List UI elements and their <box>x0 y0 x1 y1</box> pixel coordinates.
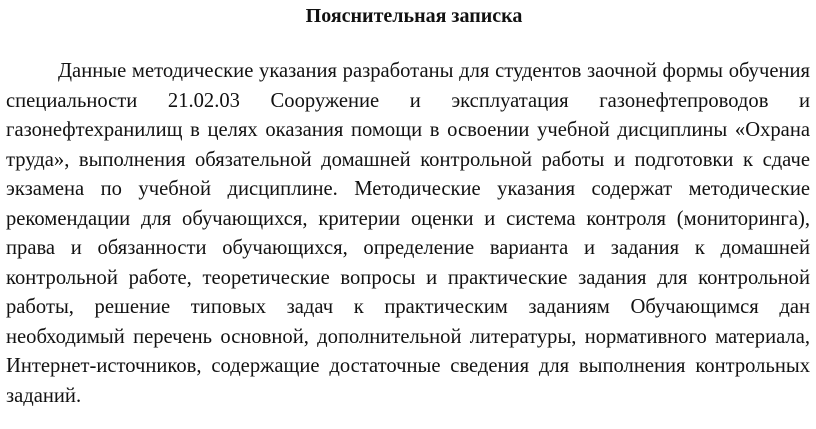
explanatory-note-paragraph: Данные методические указания разработаны для студентов заочной формы обучения специальности 21.02.03 Сооружение и эксплуатация газонефтепроводов и газонефтехранилищ в целях оказания помощи в освоении учебной дисциплины «Охрана труда», выполнения обязательной домашней контрольной работы и подготовки к сдаче экзамена по учебной дисциплине. Методические указания содержат методические рекомендации для обучающихся, критерии оценки и система контроля (мониторинга), права и обязанности обучающихся, определение варианта и задания к домашней контрольной работе, теоретические вопросы и практические задания для контрольной работы, решение типовых задач к практическим заданиям Обучающимся дан необходимый перечень основной, дополнительной литературы, нормативного материала, Интернет-источников, содержащие достаточные сведения для выполнения контрольных заданий. <box>6 60 810 407</box>
document-title: Пояснительная записка <box>305 5 523 27</box>
